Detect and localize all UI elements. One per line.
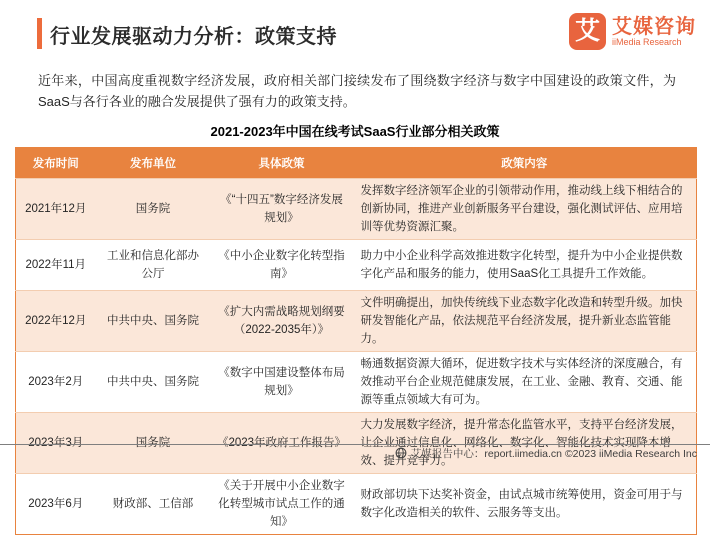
table-row xyxy=(16,291,697,352)
iimedia-logo-icon xyxy=(569,13,606,50)
cell-policy-content: 大力发展数字经济，提升常态化监管水平，支持平台经济发展，让企业通过信息化、网络化、数字化、智能化技术实现降本增效、提升竞争力。 xyxy=(353,413,697,474)
cell-publish-unit: 财政部、工信部 xyxy=(96,474,211,535)
logo-name-cn: 艾媒咨询 xyxy=(612,15,696,38)
cell-policy-content: 助力中小企业科学高效推进数字化转型，提升为中小企业提供数字化产品和服务的能力，使用SaaS化工具提升工作效能。 xyxy=(353,240,697,291)
cell-publish-date: 2022年11月 xyxy=(16,240,96,291)
col-header-policy-name: 具体政策 xyxy=(211,148,353,179)
cell-policy-name: 《“十四五”数字经济发展规划》 xyxy=(211,179,353,240)
cell-publish-unit: 国务院 xyxy=(96,413,211,474)
footer-text: 艾媒报告中心：report.iimedia.cn ©2023 iiMedia Research Inc xyxy=(410,447,697,460)
col-header-publish-date: 发布时间 xyxy=(16,148,96,179)
cell-policy-content: 畅通数据资源大循环，促进数字技术与实体经济的深度融合，有效推动平台企业规范健康发展，在工业、金融、教育、交通、能源等重点领域大有可为。 xyxy=(353,352,697,413)
table-title: 2021-2023年中国在线考试SaaS行业部分相关政策 xyxy=(210,124,500,139)
logo-mark-glyph: 艾 xyxy=(574,17,600,45)
cell-publish-date: 2022年12月 xyxy=(16,291,96,352)
intro-paragraph: 近年来，中国高度重视数字经济发展，政府相关部门接续发布了围绕数字经济与数字中国建设的政策文件，为SaaS与各行各业的融合发展提供了强有力的政策支持。 xyxy=(38,73,676,109)
iimedia-logo xyxy=(569,13,696,50)
policy-table xyxy=(15,147,697,535)
cell-policy-content: 发挥数字经济领军企业的引领带动作用，推动线上线下相结合的创新协同，推进产业创新服务平台建设，强化测试评估、应用培训等优势资源汇聚。 xyxy=(353,179,697,240)
table-header-row xyxy=(16,148,697,179)
cell-publish-date: 2023年3月 xyxy=(16,413,96,474)
page-footer xyxy=(0,444,710,461)
globe-icon xyxy=(395,447,407,459)
logo-name-en: iiMedia Research xyxy=(612,36,682,47)
col-header-publish-unit: 发布单位 xyxy=(96,148,211,179)
page-title: 行业发展驱动力分析：政策支持 xyxy=(50,26,337,48)
cell-publish-unit: 中共中央、国务院 xyxy=(96,352,211,413)
policy-table-header xyxy=(16,148,697,179)
cell-policy-name: 《2023年政府工作报告》 xyxy=(211,413,353,474)
cell-publish-unit: 中共中央、国务院 xyxy=(96,291,211,352)
cell-policy-name: 《中小企业数字化转型指南》 xyxy=(211,240,353,291)
cell-publish-date: 2023年6月 xyxy=(16,474,96,535)
cell-policy-content: 文件明确提出，加快传统线下业态数字化改造和转型升级。加快研发智能化产品，依法规范平台经济发展，提升新业态监管能力。 xyxy=(353,291,697,352)
cell-publish-date: 2021年12月 xyxy=(16,179,96,240)
cell-publish-unit: 国务院 xyxy=(96,179,211,240)
table-row xyxy=(16,240,697,291)
table-row xyxy=(16,474,697,535)
cell-publish-date: 2023年2月 xyxy=(16,352,96,413)
cell-policy-name: 《数字中国建设整体布局规划》 xyxy=(211,352,353,413)
table-row xyxy=(16,413,697,474)
logo-text xyxy=(612,16,696,48)
table-row xyxy=(16,352,697,413)
cell-policy-content: 财政部切块下达奖补资金，由试点城市统筹使用，资金可用于与数字化改造相关的软件、云服务等支出。 xyxy=(353,474,697,535)
title-accent-bar xyxy=(37,18,42,49)
col-header-policy-content: 政策内容 xyxy=(353,148,697,179)
cell-policy-name: 《扩大内需战略规划纲要（2022-2035年）》 xyxy=(211,291,353,352)
table-row xyxy=(16,179,697,240)
cell-policy-name: 《关于开展中小企业数字化转型城市试点工作的通知》 xyxy=(211,474,353,535)
cell-publish-unit: 工业和信息化部办公厅 xyxy=(96,240,211,291)
